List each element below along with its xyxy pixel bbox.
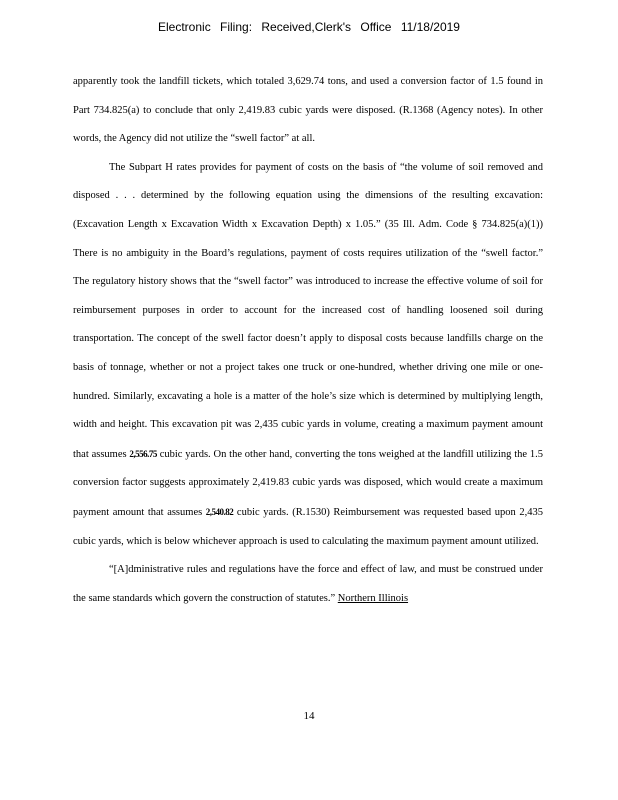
- paragraph-2-part-2: cubic yards. On the other hand, converting the tons weighed at the landfill utilizing the 1.5 conversion factor suggests approximately 2,419.83 cubic yards was disposed, which would create a maximum payment amount that assumes: [73, 448, 543, 518]
- page-number: 14: [303, 710, 315, 722]
- filing-header: Electronic Filing: Received,Clerk's Office 11/18/2019: [158, 20, 460, 34]
- paragraph-3: [73, 556, 543, 613]
- paragraph-2-part-3: cubic yards. (R.1530) Reimbursement was requested based upon 2,435 cubic yards, which is below whichever approach is used to calculating the maximum payment amount utilized.: [73, 506, 544, 547]
- paragraph-2: [73, 154, 543, 556]
- max-payment-volume-a: 2,556.75: [129, 448, 157, 459]
- paragraph-3-text: “[A]dministrative rules and regulations have the force and effect of law, and must be construed under the same standards which govern the construction of statutes.”: [73, 564, 543, 604]
- case-citation: Northern Illinois: [337, 592, 409, 604]
- paragraph-1: apparently took the landfill tickets, which totaled 3,629.74 tons, and used a conversion factor of 1.5 found in Part 734.825(a) to conclude that only 2,419.83 cubic yards were disposed. (R.1368 (Agency notes). In other words, the Agency did not utilize the “swell factor” at all.: [73, 76, 543, 145]
- document-body: [73, 68, 543, 613]
- paragraph-2-part-1: The Subpart H rates provides for payment of costs on the basis of “the volume of soil removed and disposed . . . determined by the following equation using the dimensions of the resulting excavation: (Excavation Length x Excavation Width x Excavation Depth) x 1.05.” (35 Ill. Adm. Code § 734.825(a)(1)) There is no ambiguity in the Board’s regulations, payment of costs requires utilization of the “swell factor.” The regulatory history shows that the “swell factor” was introduced to increase the effective volume of soil for reimbursement purposes in order to account for the increased cost of handling loosened soil during transportation. The concept of the swell factor doesn’t apply to disposal costs because landfills charge on the basis of tonnage, whether or not a project takes one truck or one-hundred, whether driving one mile or one-hundred. Similarly, excavating a hole is a matter of the hole’s size which is determined by multiplying length, width and height. This excavation pit was 2,435 cubic yards in volume, creating a maximum payment amount that assumes: [73, 161, 543, 460]
- max-payment-volume-b: 2,540.82: [205, 506, 234, 517]
